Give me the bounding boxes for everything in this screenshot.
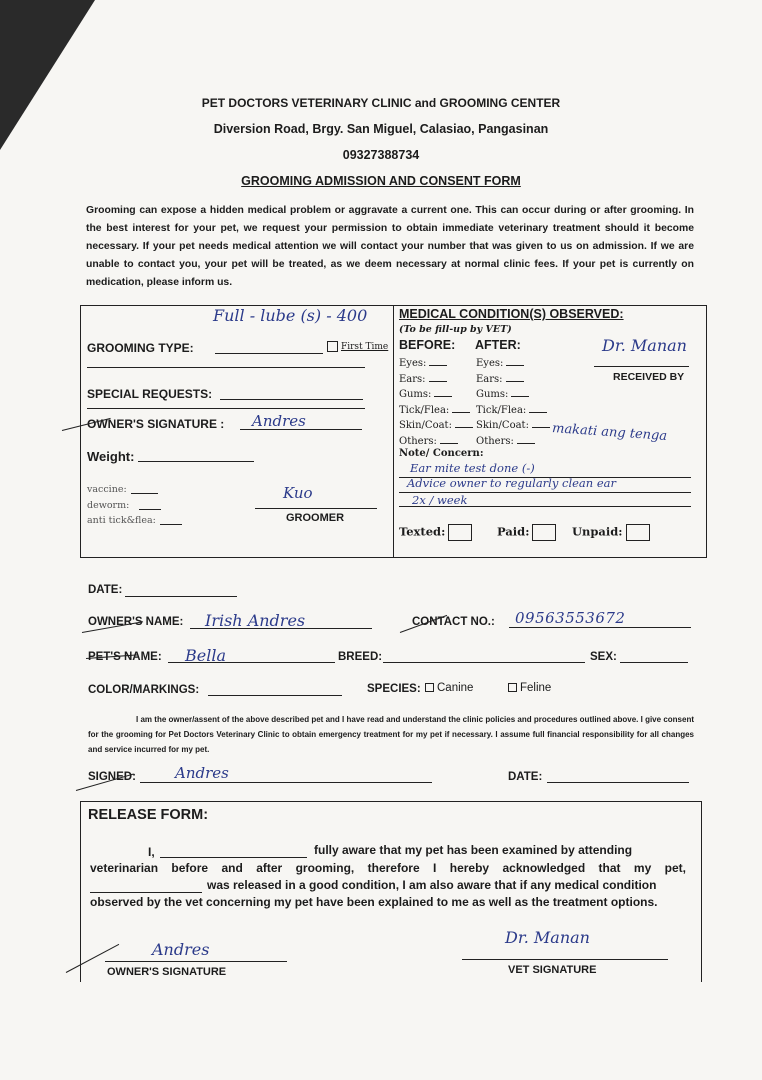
after-item: [476, 372, 550, 388]
owners-signature-field[interactable]: [240, 429, 362, 430]
color-markings-field[interactable]: [208, 695, 342, 696]
form-title: GROOMING ADMISSION AND CONSENT FORM: [241, 174, 521, 188]
owners-signature-value: Andres: [252, 412, 306, 430]
before-checklist: [399, 356, 473, 449]
release-text-3: was released in a good condition, I am also aware that if any medical condition: [207, 878, 657, 892]
texted-box[interactable]: [448, 524, 472, 541]
feline-option[interactable]: [508, 682, 551, 694]
sex-label: SEX:: [590, 651, 617, 663]
pets-name-field[interactable]: [168, 662, 335, 663]
clinic-name: PET DOCTORS VETERINARY CLINIC and GROOMING CENTER: [201, 96, 561, 110]
after-item-field[interactable]: [511, 396, 529, 397]
before-item-label: Others:: [399, 435, 437, 447]
unpaid-checkbox[interactable]: [572, 524, 650, 541]
before-item-label: Eyes:: [399, 358, 427, 369]
anti-tick-field[interactable]: [160, 524, 182, 525]
paid-box[interactable]: [532, 524, 556, 541]
release-title: RELEASE FORM:: [88, 807, 209, 823]
canine-option[interactable]: [425, 682, 473, 694]
after-item-field[interactable]: [506, 381, 524, 382]
contact-label: CONTACT NO.:: [412, 616, 495, 628]
before-item-label: Tick/Flea:: [399, 404, 450, 416]
contact-value: 09563553672: [515, 609, 626, 627]
vaccine-field[interactable]: [131, 493, 158, 494]
release-pet-field[interactable]: [90, 892, 202, 893]
feline-label: Feline: [520, 682, 552, 694]
vet-signature-line[interactable]: [462, 959, 668, 960]
after-item-label: Ears:: [476, 373, 503, 385]
signed-label: SIGNED:: [88, 771, 136, 783]
first-time-checkbox[interactable]: [327, 341, 388, 352]
sex-field[interactable]: [620, 662, 688, 663]
owners-name-label: OWNER'S NAME:: [88, 616, 184, 628]
note-handwritten-1: Ear mite test done (-): [410, 461, 535, 475]
release-text-1: fully aware that my pet has been examined by attending: [314, 843, 633, 857]
intro-paragraph: Grooming can expose a hidden medical problem or aggravate a current one. This can occur during or after grooming. In the best interest for your pet, we request your permission to obtain immediate veterinary treatment should it become necessary. If your pet needs medical attention we will contact your number that was given to us on admission. If we are unable to contact you, your pet will be treated, as we deem necessary at normal clinic fees. If your pet is currently on medication, please inform us.: [86, 205, 694, 288]
anti-tick-label: anti tick&flea:: [87, 515, 156, 526]
date-field[interactable]: [125, 596, 237, 597]
owners-name-field[interactable]: [190, 628, 372, 629]
groomer-label: GROOMER: [286, 512, 345, 524]
clinic-address: Diversion Road, Brgy. San Miguel, Calasiao, Pangasinan: [213, 122, 549, 136]
before-label: BEFORE:: [399, 338, 456, 352]
before-item-field[interactable]: [434, 396, 452, 397]
received-by-label: RECEIVED BY: [613, 371, 685, 383]
grooming-type-line-2[interactable]: [87, 367, 365, 368]
medical-title: MEDICAL CONDITION(S) OBSERVED:: [399, 307, 624, 321]
contact-field[interactable]: [509, 627, 691, 628]
after-item-label: Others:: [476, 435, 514, 447]
received-by-line[interactable]: [594, 366, 689, 367]
after-item-label: Gums:: [476, 389, 509, 400]
signed-field[interactable]: [140, 782, 432, 783]
before-item: [399, 356, 473, 372]
signed-signature: Andres: [175, 764, 229, 782]
date-label: DATE:: [88, 584, 123, 596]
consent-paragraph: I am the owner/assent of the above described pet and I have read and understand the clinic policies and procedures outlined above. I give consent for the grooming for Pet Doctors Veterinary Clinic to obtain emergency treatment for my pet if necessary. I assume full financial responsibility for all changes and service incurred for my pet.: [88, 715, 694, 754]
canine-label: Canine: [437, 682, 474, 694]
first-time-label: First Time: [341, 342, 389, 352]
after-item-field[interactable]: [532, 427, 550, 428]
after-item-field[interactable]: [517, 443, 535, 444]
weight-field[interactable]: [138, 461, 254, 462]
before-item-field[interactable]: [440, 443, 458, 444]
note-handwritten-3: 2x / week: [412, 493, 468, 507]
note-concern-label: Note/ Concern:: [399, 448, 484, 459]
after-checklist: [476, 356, 550, 449]
owners-signature-label: OWNER'S SIGNATURE :: [87, 417, 225, 431]
canine-checkbox[interactable]: [425, 683, 434, 692]
release-owner-field[interactable]: [160, 857, 307, 858]
signed-date-label: DATE:: [508, 771, 543, 783]
after-item-field[interactable]: [529, 412, 547, 413]
after-item: [476, 387, 550, 403]
after-item: [476, 434, 550, 450]
after-item-label: Tick/Flea:: [476, 404, 527, 416]
before-item-field[interactable]: [452, 412, 470, 413]
deworm-field[interactable]: [139, 509, 161, 510]
owner-signature-label: OWNER'S SIGNATURE: [107, 966, 227, 978]
after-item-label: Eyes:: [476, 358, 504, 369]
column-divider: [393, 305, 394, 557]
before-item-field[interactable]: [455, 427, 473, 428]
before-item-label: Ears:: [399, 373, 426, 385]
feline-checkbox[interactable]: [508, 683, 517, 692]
signed-date-field[interactable]: [547, 782, 689, 783]
breed-label: BREED:: [338, 651, 383, 663]
note-handwritten-2: Advice owner to regularly clean ear: [407, 476, 617, 490]
special-requests-label: SPECIAL REQUESTS:: [87, 387, 213, 401]
after-item: [476, 418, 550, 434]
after-item: [476, 403, 550, 419]
release-vet-signature: Dr. Manan: [505, 928, 590, 947]
release-i-label: I,: [148, 845, 155, 859]
before-item: [399, 372, 473, 388]
others-handwritten-note: makati ang tenga: [551, 421, 668, 444]
vet-signature-label: VET SIGNATURE: [508, 964, 597, 976]
before-item-field[interactable]: [429, 365, 447, 366]
before-item: [399, 434, 473, 450]
after-item-label: Skin/Coat:: [476, 420, 529, 431]
pets-name-label: PET'S NAME:: [88, 651, 162, 663]
owner-signature-line[interactable]: [105, 961, 287, 962]
release-text-4: observed by the vet concerning my pet have been explained to me as well as the treatment options.: [90, 895, 658, 909]
texted-checkbox[interactable]: [399, 524, 472, 541]
unpaid-label: Unpaid:: [572, 524, 623, 539]
groomer-signature: Kuo: [283, 484, 313, 502]
before-item: [399, 403, 473, 419]
clinic-phone: 09327388734: [342, 148, 420, 162]
before-item: [399, 418, 473, 434]
species-label: SPECIES:: [367, 683, 421, 695]
before-item-label: Skin/Coat:: [399, 420, 452, 431]
texted-label: Texted:: [399, 524, 446, 539]
medical-subtitle: (To be fill-up by VET): [399, 324, 512, 335]
weight-label: Weight:: [87, 449, 135, 464]
grooming-type-handwritten: Full - lube (s) - 400: [213, 306, 368, 325]
before-item-label: Gums:: [399, 389, 432, 400]
unpaid-box[interactable]: [626, 524, 650, 541]
vaccine-label: vaccine:: [87, 484, 127, 495]
owners-name-value: Irish Andres: [205, 611, 306, 630]
after-item: [476, 356, 550, 372]
release-owner-signature: Andres: [152, 940, 210, 959]
release-text-2: veterinarian before and after grooming, therefore I hereby acknowledged that my pet,: [90, 861, 686, 875]
deworm-label: deworm:: [87, 500, 130, 511]
breed-field[interactable]: [383, 662, 585, 663]
paid-label: Paid:: [497, 524, 530, 539]
grooming-type-label: GROOMING TYPE:: [87, 341, 194, 355]
after-label: AFTER:: [475, 338, 521, 352]
grooming-type-field[interactable]: [215, 353, 323, 354]
special-requests-line-2[interactable]: [87, 408, 365, 409]
before-item-field[interactable]: [429, 381, 447, 382]
special-requests-field[interactable]: [220, 399, 363, 400]
pets-name-value: Bella: [185, 646, 226, 665]
color-markings-label: COLOR/MARKINGS:: [88, 684, 200, 696]
before-item: [399, 387, 473, 403]
first-time-box[interactable]: [327, 341, 338, 352]
groomer-signature-line[interactable]: [255, 508, 377, 509]
after-item-field[interactable]: [506, 365, 524, 366]
paid-checkbox[interactable]: [497, 524, 556, 541]
received-by-signature: Dr. Manan: [602, 336, 687, 355]
